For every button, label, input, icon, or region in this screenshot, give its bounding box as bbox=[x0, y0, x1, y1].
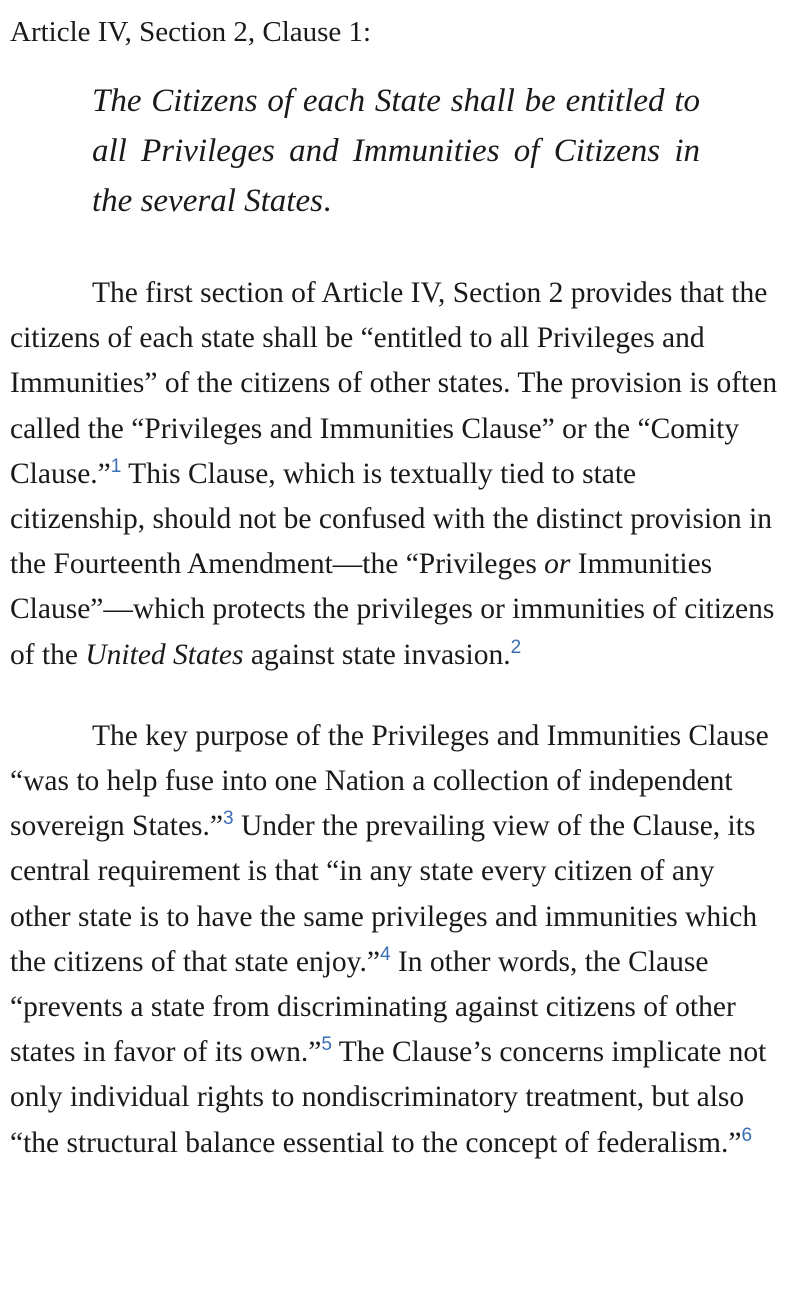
paragraph-text: The Clause’s concerns implicate not only individual rights to nondiscriminatory treatment, but also “the structural balance essential to the concept of federalism.” bbox=[10, 1036, 767, 1159]
footnote-link-1[interactable]: 1 bbox=[110, 455, 122, 477]
paragraph-key-purpose bbox=[10, 714, 778, 1166]
paragraph-text: The first section of Article IV, Section 2 provides that the citizens of each state shall be “entitled to all Privileges and Immunities” of the citizens of other states. The provision is often called the “Privileges and Immunities Clause” or the “Comity Clause.” bbox=[10, 277, 778, 490]
paragraph-text: Under the prevailing view of the Clause, its central requirement is that “in any state every citizen of any other state is to have the same privileges and immunities which the citizens of that state enjoy.” bbox=[10, 810, 758, 978]
paragraph-comity-clause bbox=[10, 271, 778, 678]
emphasis-or: or bbox=[544, 548, 571, 581]
paragraph-text: against state invasion. bbox=[243, 638, 511, 671]
paragraph-text: This Clause, which is textually tied to state citizenship, should not be confused with the distinct provision in the Fourteenth Amendment—the “Privileges bbox=[10, 457, 772, 581]
paragraph-text: Immunities Clause”—which protects the privileges or immunities of citizens of the bbox=[10, 548, 775, 671]
quote-text: The Citizens of each State shall be entitled to all Privileges and Immunities of Citizens in the several States bbox=[92, 83, 700, 219]
clause-heading: Article IV, Section 2, Clause 1: bbox=[10, 16, 372, 48]
footnote-link-5[interactable]: 5 bbox=[321, 1034, 332, 1056]
constitutional-text-quote bbox=[92, 76, 700, 226]
paragraph-text: In other words, the Clause “prevents a state from discriminating against citizens of other states in favor of its own.” bbox=[10, 945, 736, 1069]
footnote-link-6[interactable]: 6 bbox=[741, 1124, 753, 1146]
paragraph-text: The key purpose of the Privileges and Immunities Clause “was to help fuse into one Nation a collection of independent sovereign States.” bbox=[10, 719, 769, 843]
emphasis-united-states: United States bbox=[85, 638, 244, 671]
quote-period: . bbox=[322, 183, 332, 219]
footnote-link-4[interactable]: 4 bbox=[379, 943, 391, 965]
footnote-link-2[interactable]: 2 bbox=[510, 636, 522, 658]
footnote-link-3[interactable]: 3 bbox=[223, 808, 234, 830]
